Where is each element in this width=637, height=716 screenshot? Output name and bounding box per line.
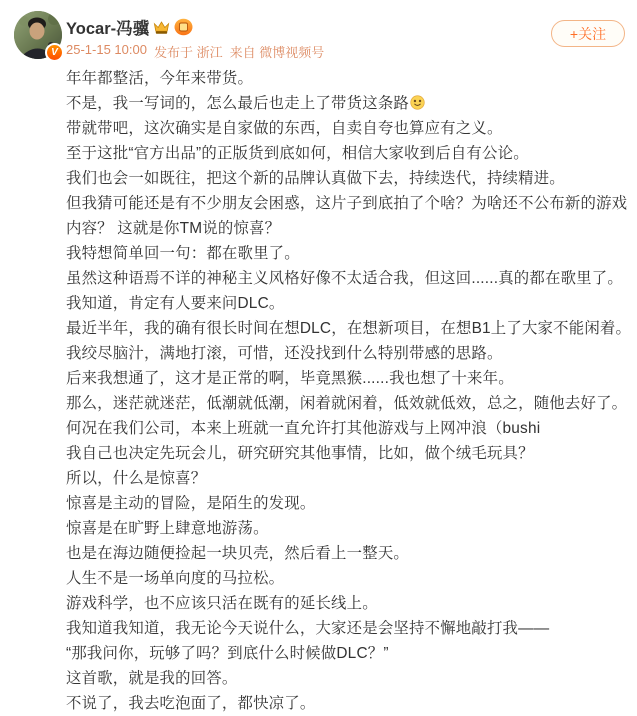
post-line: “那我问你，玩够了吗？到底什么时候做DLC？” <box>66 645 389 662</box>
post-line: 但我猜可能还是有不少朋友会困惑，这片子到底拍了个啥？为啥还不公布新的游戏 <box>66 195 628 212</box>
post-meta-row <box>66 42 324 61</box>
post-line: 我知道，肯定有人要来问DLC。 <box>66 295 285 312</box>
post-content <box>0 66 637 716</box>
post-line: 带就带吧，这次确实是自家做的东西，自卖自夸也算应有之义。 <box>66 120 503 137</box>
post-line: 这首歌，就是我的回答。 <box>66 670 238 687</box>
post-line: 我知道我知道，我无论今天说什么，大家还是会坚持不懈地敲打我—— <box>66 620 550 637</box>
post-line: 惊喜是主动的冒险，是陌生的发现。 <box>66 495 316 512</box>
post-line: 何况在我们公司，本来上班就一直允许打其他游戏与上网冲浪（bushi <box>66 420 541 437</box>
post-source-link[interactable]: 来自 微博视频号 <box>229 45 325 60</box>
name-row <box>66 17 193 37</box>
post-line: 不说了，我去吃泡面了，都快凉了。 <box>66 695 316 712</box>
post-line: 至于这批“官方出品”的正版货到底如何，相信大家收到后自有公论。 <box>66 145 529 162</box>
post-line: 游戏科学，也不应该只活在既有的延长线上。 <box>66 595 378 612</box>
vip-level-badge-icon[interactable] <box>174 18 193 36</box>
post-line: 我自己也决定先玩会儿，研究研究其他事情，比如，做个绒毛玩具？ <box>66 445 534 462</box>
post-line: 所以，什么是惊喜？ <box>66 470 207 487</box>
post-line: 那么，迷茫就迷茫，低潮就低潮，闲着就闲着，低效就低效，总之，随他去好了。 <box>66 395 628 412</box>
post-line: 不是，我一写词的，怎么最后也走上了带货这条路 <box>66 91 625 116</box>
verified-v-icon: V <box>45 43 64 62</box>
post-line: 后来我想通了，这才是正常的啊，毕竟黑猴......我也想了十来年。 <box>66 370 514 387</box>
playful-yellow-face-emoji <box>410 93 425 118</box>
follow-button[interactable]: +关注 <box>551 20 625 47</box>
post-timestamp[interactable]: 25-1-15 10:00 <box>66 42 147 57</box>
post-header <box>0 0 637 66</box>
post-line: 我们也会一如既往，把这个新的品牌认真做下去，持续迭代，持续精进。 <box>66 170 565 187</box>
post-line: 虽然这种语焉不详的神秘主义风格好像不太适合我，但这回......真的都在歌里了。 <box>66 270 623 287</box>
post-line: 人生不是一场单向度的马拉松。 <box>66 570 285 587</box>
post-line: 最近半年，我的确有很长时间在想DLC，在想新项目，在想B1上了大家不能闲着。 <box>66 320 632 337</box>
post-line: 我特想简单回一句：都在歌里了。 <box>66 245 300 262</box>
post-location: 发布于 浙江 <box>153 45 223 60</box>
username[interactable]: Yocar-冯骥 <box>66 20 150 38</box>
post-line: 内容？ 这就是你TM说的惊喜？ <box>66 220 281 237</box>
post-line: 也是在海边随便捡起一块贝壳，然后看上一整天。 <box>66 545 409 562</box>
vip-crown-icon[interactable] <box>153 20 170 35</box>
post-line: 我绞尽脑汁，满地打滚，可惜，还没找到什么特别带感的思路。 <box>66 345 503 362</box>
post-line: 年年都整活，今年来带货。 <box>66 70 254 87</box>
post-line: 惊喜是在旷野上肆意地游荡。 <box>66 520 269 537</box>
